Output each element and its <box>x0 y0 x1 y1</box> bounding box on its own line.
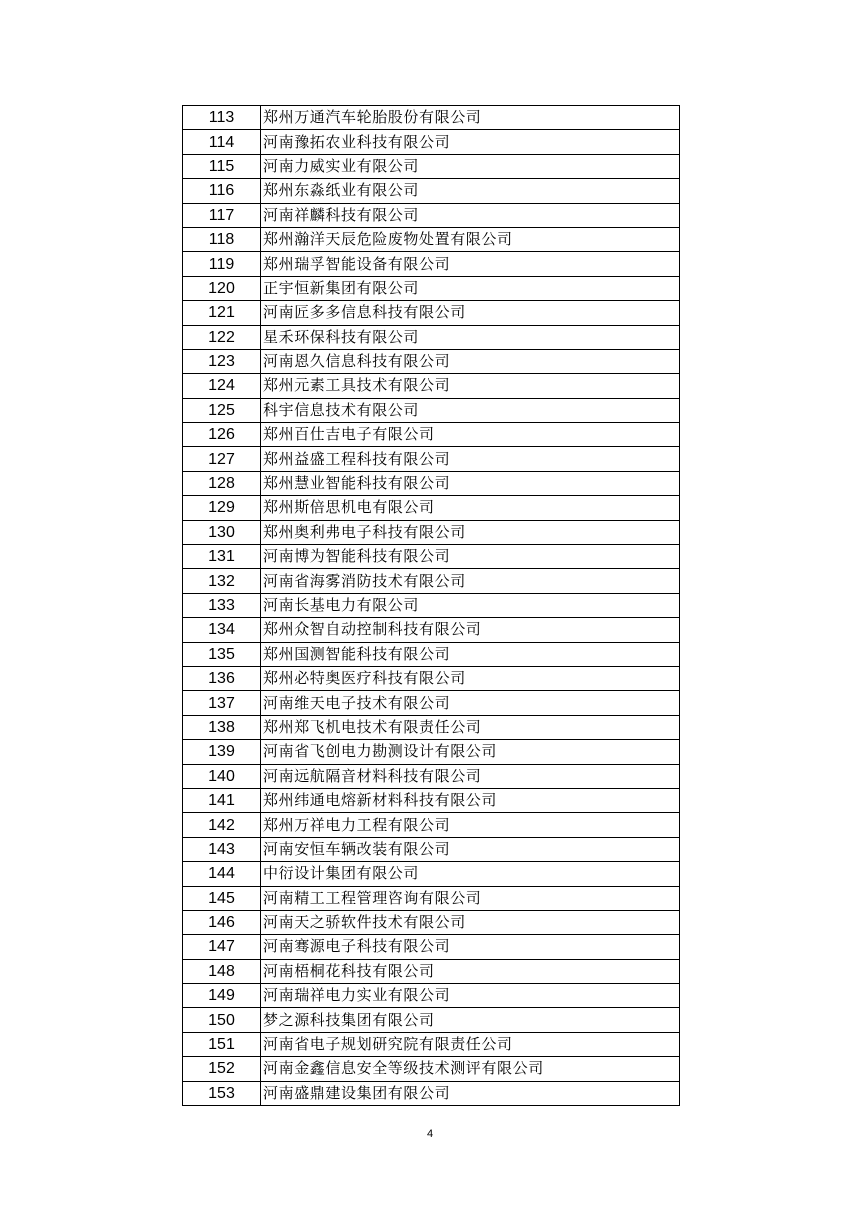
table-row <box>183 886 680 910</box>
row-number-cell: 128 <box>183 471 261 495</box>
row-number-cell: 149 <box>183 984 261 1008</box>
table-row <box>183 545 680 569</box>
company-name-cell: 郑州益盛工程科技有限公司 <box>261 447 680 471</box>
company-name-cell: 郑州众智自动控制科技有限公司 <box>261 618 680 642</box>
company-name-cell: 郑州纬通电熔新材料科技有限公司 <box>261 788 680 812</box>
company-name-cell: 郑州必特奥医疗科技有限公司 <box>261 666 680 690</box>
company-name-cell: 河南梧桐花科技有限公司 <box>261 959 680 983</box>
table-row <box>183 252 680 276</box>
row-number-cell: 117 <box>183 203 261 227</box>
row-number-cell: 135 <box>183 642 261 666</box>
row-number-cell: 119 <box>183 252 261 276</box>
company-name-cell: 河南盛鼎建设集团有限公司 <box>261 1081 680 1105</box>
table-row <box>183 837 680 861</box>
table-row <box>183 1081 680 1105</box>
company-name-cell: 科宇信息技术有限公司 <box>261 398 680 422</box>
row-number-cell: 124 <box>183 374 261 398</box>
row-number-cell: 127 <box>183 447 261 471</box>
table-row <box>183 618 680 642</box>
company-name-cell: 河南远航隔音材料科技有限公司 <box>261 764 680 788</box>
row-number-cell: 139 <box>183 740 261 764</box>
table-row <box>183 764 680 788</box>
table-row <box>183 984 680 1008</box>
table-row <box>183 520 680 544</box>
row-number-cell: 115 <box>183 154 261 178</box>
company-name-cell: 郑州元素工具技术有限公司 <box>261 374 680 398</box>
row-number-cell: 152 <box>183 1057 261 1081</box>
company-name-cell: 河南天之骄软件技术有限公司 <box>261 910 680 934</box>
table-row <box>183 301 680 325</box>
row-number-cell: 151 <box>183 1032 261 1056</box>
row-number-cell: 123 <box>183 349 261 373</box>
company-name-cell: 河南祥麟科技有限公司 <box>261 203 680 227</box>
row-number-cell: 121 <box>183 301 261 325</box>
company-name-cell: 河南博为智能科技有限公司 <box>261 545 680 569</box>
company-name-cell: 星禾环保科技有限公司 <box>261 325 680 349</box>
table-row <box>183 106 680 130</box>
table-row <box>183 203 680 227</box>
table-row <box>183 423 680 447</box>
table-row <box>183 349 680 373</box>
row-number-cell: 147 <box>183 935 261 959</box>
row-number-cell: 122 <box>183 325 261 349</box>
row-number-cell: 143 <box>183 837 261 861</box>
company-name-cell: 梦之源科技集团有限公司 <box>261 1008 680 1032</box>
table-row <box>183 935 680 959</box>
table-row <box>183 1057 680 1081</box>
table-row <box>183 325 680 349</box>
row-number-cell: 153 <box>183 1081 261 1105</box>
table-row <box>183 691 680 715</box>
table-row <box>183 910 680 934</box>
company-name-cell: 郑州斯倍思机电有限公司 <box>261 496 680 520</box>
table-row <box>183 1008 680 1032</box>
row-number-cell: 140 <box>183 764 261 788</box>
row-number-cell: 146 <box>183 910 261 934</box>
row-number-cell: 136 <box>183 666 261 690</box>
company-name-cell: 郑州慧业智能科技有限公司 <box>261 471 680 495</box>
row-number-cell: 113 <box>183 106 261 130</box>
table-row <box>183 154 680 178</box>
table-row <box>183 715 680 739</box>
table-row <box>183 788 680 812</box>
company-name-cell: 郑州东淼纸业有限公司 <box>261 179 680 203</box>
row-number-cell: 144 <box>183 862 261 886</box>
table-row <box>183 130 680 154</box>
company-name-cell: 河南安恒车辆改装有限公司 <box>261 837 680 861</box>
company-name-cell: 郑州万祥电力工程有限公司 <box>261 813 680 837</box>
row-number-cell: 120 <box>183 276 261 300</box>
company-name-cell: 河南豫拓农业科技有限公司 <box>261 130 680 154</box>
row-number-cell: 132 <box>183 569 261 593</box>
company-name-cell: 河南精工工程管理咨询有限公司 <box>261 886 680 910</box>
table-row <box>183 179 680 203</box>
table-row <box>183 862 680 886</box>
company-name-cell: 河南金鑫信息安全等级技术测评有限公司 <box>261 1057 680 1081</box>
row-number-cell: 142 <box>183 813 261 837</box>
company-name-cell: 河南骞源电子科技有限公司 <box>261 935 680 959</box>
company-name-cell: 郑州郑飞机电技术有限责任公司 <box>261 715 680 739</box>
company-name-cell: 郑州国测智能科技有限公司 <box>261 642 680 666</box>
table-row <box>183 642 680 666</box>
table-row <box>183 740 680 764</box>
table-row <box>183 374 680 398</box>
page-number: 4 <box>426 1128 434 1140</box>
row-number-cell: 148 <box>183 959 261 983</box>
row-number-cell: 118 <box>183 227 261 251</box>
table-row <box>183 227 680 251</box>
row-number-cell: 131 <box>183 545 261 569</box>
company-name-cell: 河南省电子规划研究院有限责任公司 <box>261 1032 680 1056</box>
company-name-cell: 郑州万通汽车轮胎股份有限公司 <box>261 106 680 130</box>
table-row <box>183 471 680 495</box>
company-name-cell: 正宇恒新集团有限公司 <box>261 276 680 300</box>
company-name-cell: 郑州瀚洋天辰危险废物处置有限公司 <box>261 227 680 251</box>
table-row <box>183 447 680 471</box>
row-number-cell: 125 <box>183 398 261 422</box>
row-number-cell: 138 <box>183 715 261 739</box>
company-name-cell: 郑州奥利弗电子科技有限公司 <box>261 520 680 544</box>
row-number-cell: 141 <box>183 788 261 812</box>
company-name-cell: 河南恩久信息科技有限公司 <box>261 349 680 373</box>
table-row <box>183 496 680 520</box>
company-name-cell: 河南省海雾消防技术有限公司 <box>261 569 680 593</box>
row-number-cell: 130 <box>183 520 261 544</box>
company-name-cell: 河南维天电子技术有限公司 <box>261 691 680 715</box>
table-row <box>183 276 680 300</box>
table-row <box>183 959 680 983</box>
company-name-cell: 郑州瑞孚智能设备有限公司 <box>261 252 680 276</box>
company-name-cell: 郑州百仕吉电子有限公司 <box>261 423 680 447</box>
company-name-cell: 河南省飞创电力勘测设计有限公司 <box>261 740 680 764</box>
company-name-cell: 中衍设计集团有限公司 <box>261 862 680 886</box>
company-name-cell: 河南力威实业有限公司 <box>261 154 680 178</box>
company-list-body <box>183 106 680 1106</box>
row-number-cell: 145 <box>183 886 261 910</box>
company-list-table <box>182 105 680 1106</box>
company-name-cell: 河南瑞祥电力实业有限公司 <box>261 984 680 1008</box>
table-row <box>183 666 680 690</box>
row-number-cell: 150 <box>183 1008 261 1032</box>
table-row <box>183 593 680 617</box>
company-name-cell: 河南匠多多信息科技有限公司 <box>261 301 680 325</box>
company-name-cell: 河南长基电力有限公司 <box>261 593 680 617</box>
table-row <box>183 569 680 593</box>
row-number-cell: 116 <box>183 179 261 203</box>
row-number-cell: 133 <box>183 593 261 617</box>
table-row <box>183 813 680 837</box>
row-number-cell: 126 <box>183 423 261 447</box>
row-number-cell: 114 <box>183 130 261 154</box>
table-row <box>183 398 680 422</box>
row-number-cell: 137 <box>183 691 261 715</box>
table-row <box>183 1032 680 1056</box>
row-number-cell: 134 <box>183 618 261 642</box>
row-number-cell: 129 <box>183 496 261 520</box>
